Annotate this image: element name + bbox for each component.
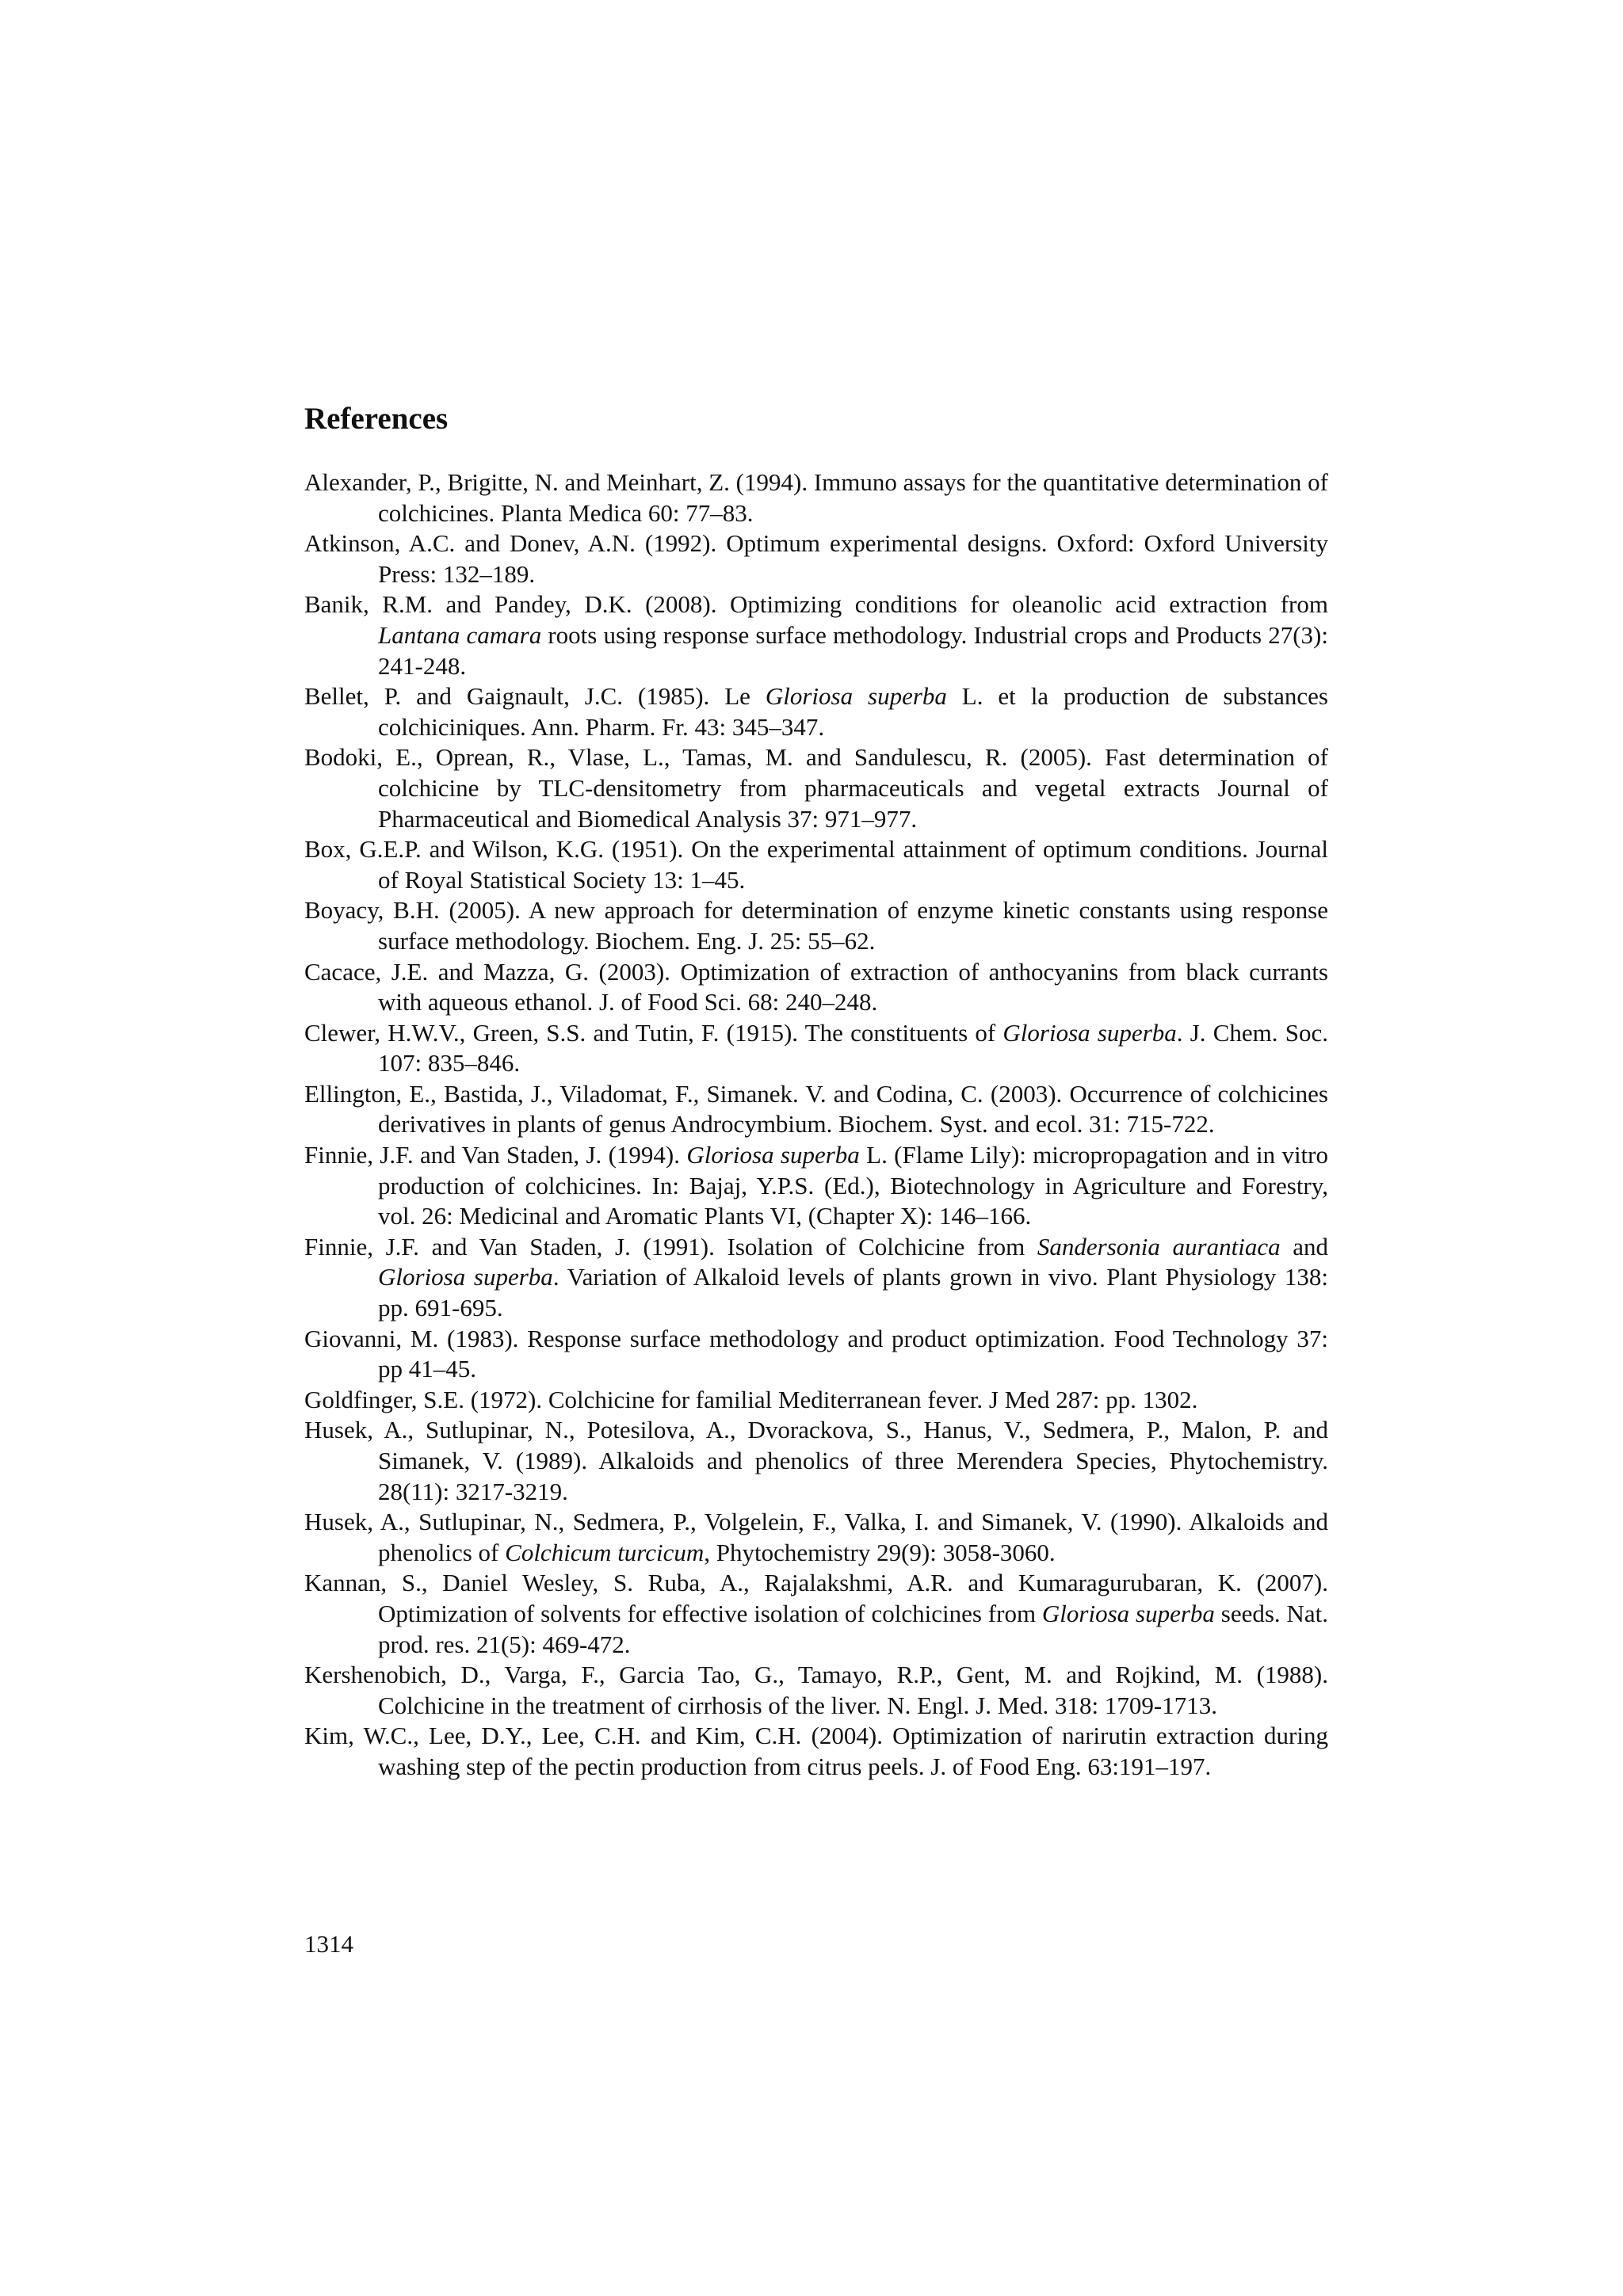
reference-text: Kershenobich, D., Varga, F., Garcia Tao, G., Tamayo, R.P., Gent, M. and Rojkind, M. (1988). Colchicine in the treatment of cirrhosis of the liver. N. Engl. J. Med. 318: 1709-1713. [304, 1661, 1328, 1719]
references-heading: References [304, 402, 449, 436]
reference-entry [304, 957, 1328, 1018]
reference-italic-text: Sandersonia aurantiaca [1037, 1232, 1281, 1261]
reference-entry [304, 1140, 1328, 1232]
reference-italic-text: Gloriosa superba [378, 1263, 553, 1291]
reference-entry [304, 834, 1328, 895]
reference-entry [304, 467, 1328, 528]
reference-text: Giovanni, M. (1983). Response surface methodology and product optimization. Food Technology 37: pp 41–45. [304, 1324, 1328, 1383]
reference-entry [304, 1018, 1328, 1079]
reference-text: Banik, R.M. and Pandey, D.K. (2008). Optimizing conditions for oleanolic acid extraction from [304, 590, 1328, 619]
reference-italic-text: Colchicum turcicum [505, 1538, 705, 1566]
reference-entry [304, 1660, 1328, 1721]
reference-entry [304, 1415, 1328, 1507]
reference-entry [304, 681, 1328, 742]
reference-text: and [1280, 1232, 1328, 1261]
reference-text: Goldfinger, S.E. (1972). Colchicine for familial Mediterranean fever. J Med 287: pp. 1302. [304, 1385, 1198, 1413]
reference-text: Kim, W.C., Lee, D.Y., Lee, C.H. and Kim, C.H. (2004). Optimization of narirutin extraction during washing step of the pectin production from citrus peels. J. of Food Eng. 63:191–197. [304, 1722, 1328, 1780]
reference-text: Finnie, J.F. and Van Staden, J. (1994). [304, 1141, 687, 1169]
reference-italic-text: Lantana camara [378, 620, 542, 649]
reference-text: . Variation of Alkaloid levels of plants grown in vivo. Plant Physiology 138: pp. 691-695. [378, 1263, 1328, 1322]
reference-entry [304, 895, 1328, 956]
reference-text: Bodoki, E., Oprean, R., Vlase, L., Tamas, M. and Sandulescu, R. (2005). Fast determination of colchicine by TLC-densitometry from pharmaceuticals and vegetal extracts Journal of Pharmaceutical and Biomedical Analysis 37: 971–977. [304, 743, 1328, 833]
reference-text: Alexander, P., Brigitte, N. and Meinhart, Z. (1994). Immuno assays for the quantitative determination of colchicines. Planta Medica 60: 77–83. [304, 468, 1328, 527]
reference-entry [304, 742, 1328, 834]
reference-entry [304, 589, 1328, 681]
reference-italic-text: Gloriosa superba [686, 1141, 860, 1169]
page-number: 1314 [304, 1930, 353, 1958]
reference-list [304, 467, 1328, 1783]
reference-text: seeds. Nat. prod. res. 21(5): 469-472. [378, 1599, 1329, 1658]
reference-entry [304, 1079, 1328, 1140]
reference-text: Box, G.E.P. and Wilson, K.G. (1951). On the experimental attainment of optimum conditions. Journal of Royal Statistical Society 13: 1–45. [304, 835, 1328, 894]
reference-text: Husek, A., Sutlupinar, N., Sedmera, P., Volgelein, F., Valka, I. and Simanek, V. (1990). Alkaloids and phenolics of [304, 1508, 1328, 1566]
reference-text: . J. Chem. Soc. 107: 835–846. [378, 1018, 1328, 1077]
reference-entry [304, 1568, 1328, 1660]
reference-text: Atkinson, A.C. and Donev, A.N. (1992). Optimum experimental designs. Oxford: Oxford University Press: 132–189. [304, 529, 1328, 588]
reference-text: L. (Flame Lily): micropropagation and in vitro production of colchicines. In: Bajaj, Y.P.S. (Ed.), Biotechnology in Agriculture and Forestry, vol. 26: Medicinal and Aromatic Plants VI, (Chapter X): 146–166. [378, 1141, 1328, 1230]
reference-entry [304, 1721, 1328, 1782]
reference-text: Husek, A., Sutlupinar, N., Potesilova, A., Dvorackova, S., Hanus, V., Sedmera, P., Malon, P. and Simanek, V. (1989). Alkaloids and phenolics of three Merendera Species, Phytochemistry. 28(11): 3217-3219. [304, 1416, 1328, 1505]
reference-text: Clewer, H.W.V., Green, S.S. and Tutin, F. (1915). The constituents of [304, 1018, 1003, 1047]
reference-entry [304, 1232, 1328, 1324]
reference-text: Boyacy, B.H. (2005). A new approach for determination of enzyme kinetic constants using response surface methodology. Biochem. Eng. J. 25: 55–62. [304, 896, 1328, 955]
reference-text: Cacace, J.E. and Mazza, G. (2003). Optimization of extraction of anthocyanins from black currants with aqueous ethanol. J. of Food Sci. 68: 240–248. [304, 957, 1328, 1016]
reference-text: L. et la production de substances colchiciniques. Ann. Pharm. Fr. 43: 345–347. [378, 682, 1328, 741]
reference-text: Kannan, S., Daniel Wesley, S. Ruba, A., Rajalakshmi, A.R. and Kumaragurubaran, K. (2007). Optimization of solvents for effective isolation of colchicines from [304, 1569, 1328, 1627]
reference-italic-text: Gloriosa superba [765, 682, 947, 711]
reference-italic-text: Gloriosa superba [1041, 1599, 1215, 1627]
reference-text: Bellet, P. and Gaignault, J.C. (1985). Le [304, 682, 766, 711]
reference-text: Finnie, J.F. and Van Staden, J. (1991). Isolation of Colchicine from [304, 1232, 1037, 1261]
reference-entry [304, 1385, 1328, 1416]
reference-text: roots using response surface methodology. Industrial crops and Products 27(3): 241-248. [378, 620, 1328, 680]
reference-entry [304, 528, 1328, 589]
reference-entry [304, 1507, 1328, 1568]
reference-italic-text: Gloriosa superba [1002, 1018, 1177, 1047]
reference-entry [304, 1324, 1328, 1385]
reference-text: Ellington, E., Bastida, J., Viladomat, F., Simanek. V. and Codina, C. (2003). Occurrence of colchicines derivatives in plants of genus Androcymbium. Biochem. Syst. and ecol. 31: 715-722. [304, 1079, 1328, 1138]
reference-text: , Phytochemistry 29(9): 3058-3060. [704, 1538, 1056, 1566]
